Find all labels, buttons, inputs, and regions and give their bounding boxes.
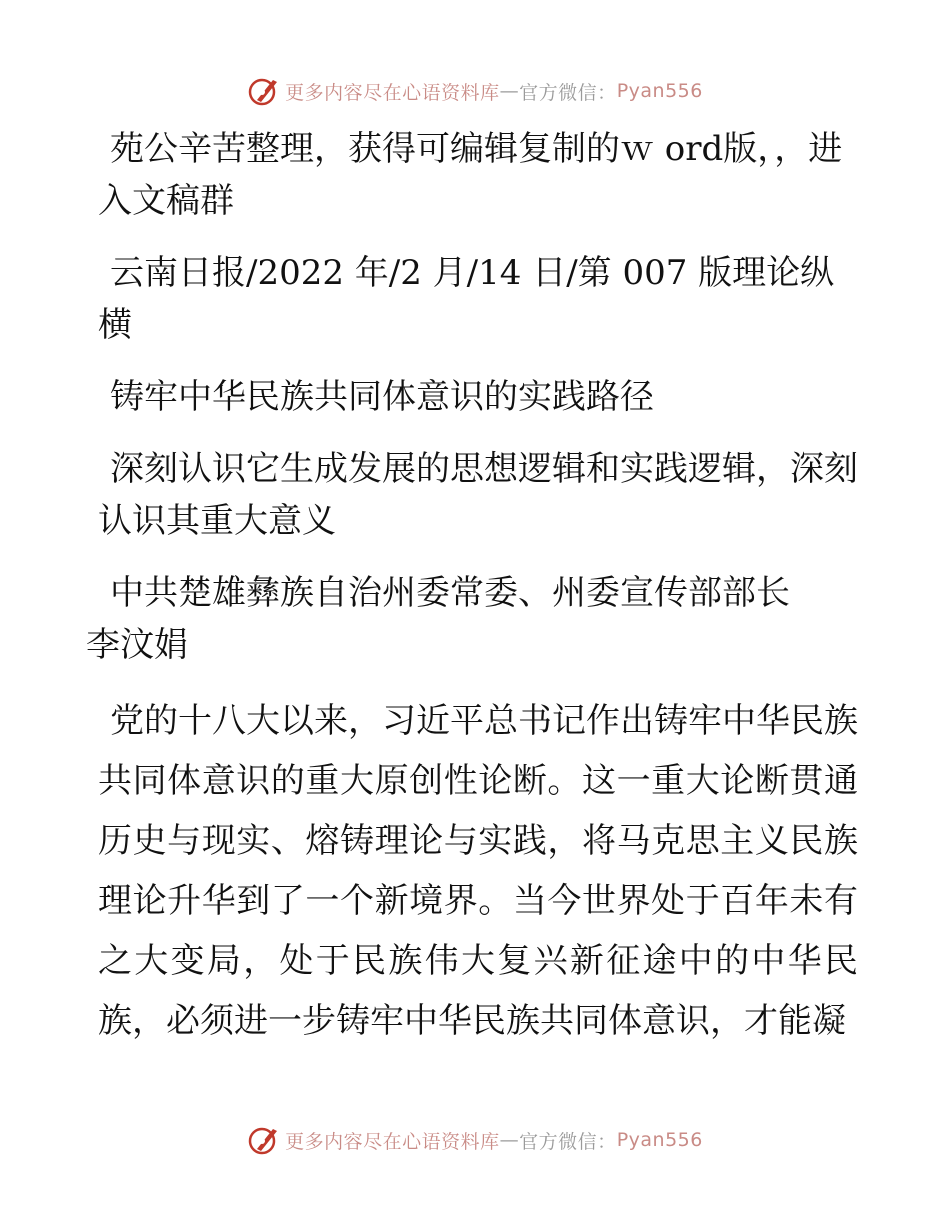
article-title: 铸牢中华民族共同体意识的实践路径: [110, 377, 654, 417]
source-line: 云南日报/2022 年/2 月/14 日/第 007 版理论纵横: [98, 253, 835, 345]
author-position: 中共楚雄彝族自治州委常委、州委宣传部部长: [110, 573, 790, 613]
watermark-separator: —: [499, 80, 520, 102]
watermark-main-text: 更多内容尽在心语资料库: [285, 81, 500, 104]
quill-logo-icon: [247, 74, 281, 108]
watermark-sub-text: 官方微信：: [519, 1130, 617, 1153]
footer-watermark: [0, 1120, 950, 1160]
watermark-wechat-id: Pyan556: [616, 1129, 703, 1151]
document-body: [86, 123, 858, 1051]
quill-logo-icon: [247, 1123, 281, 1157]
author-title: [86, 567, 858, 671]
watermark-wechat-id: Pyan556: [616, 80, 703, 102]
watermark-sub-text: 官方微信：: [519, 81, 617, 104]
body-paragraph: 党的十八大以来，习近平总书记作出铸牢中华民族共同体意识的重大原创性论断。这一重大论断贯通历史与现实、熔铸理论与实践，将马克思主义民族理论升华到了一个新境界。当今世界处于百年未有之大变局，处于民族伟大复兴新征途中的中华民族，必须进一步铸牢中华民族共同体意识，才能凝: [98, 701, 858, 1041]
author-name: 李汶娟: [86, 625, 188, 665]
article-subtitle: 深刻认识它生成发展的思想逻辑和实践逻辑，深刻认识其重大意义: [98, 449, 858, 541]
watermark-main-text: 更多内容尽在心语资料库: [285, 1130, 500, 1153]
header-watermark: [0, 71, 950, 111]
intro-note: 苑公辛苦整理，获得可编辑复制的ｗ ord版，，进入文稿群: [98, 129, 843, 221]
watermark-separator: —: [499, 1129, 520, 1151]
